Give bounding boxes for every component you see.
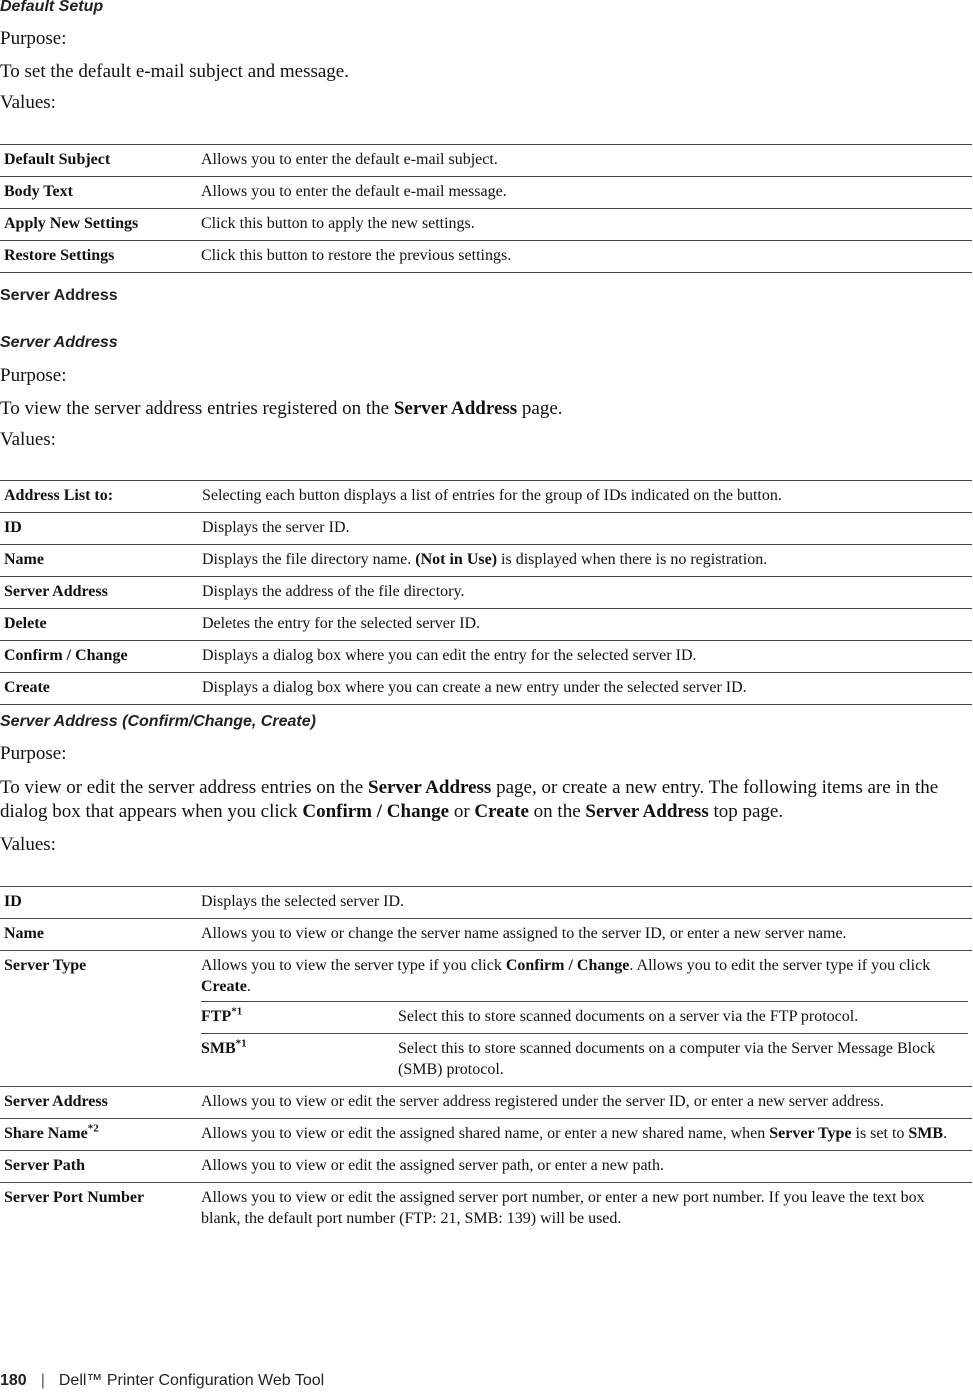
row-key: Server Address: [0, 577, 198, 609]
row-value: Selecting each button displays a list of entries for the group of IDs indicated on the button.: [198, 481, 972, 513]
server-address-edit-heading: Server Address (Confirm/Change, Create): [0, 713, 316, 730]
table-row: [0, 919, 972, 951]
row-key: Name: [0, 919, 197, 951]
page-number: 180: [0, 1372, 27, 1389]
table-row: [0, 577, 972, 609]
table-row: [0, 1151, 972, 1183]
table-row: [0, 951, 972, 1087]
page-footer: [0, 1372, 324, 1390]
row-value: Allows you to view or edit the server address registered under the server ID, or enter a new server address.: [197, 1087, 972, 1119]
row-value: Allows you to enter the default e-mail subject.: [197, 145, 972, 177]
row-value: Allows you to view or edit the assigned server path, or enter a new path.: [197, 1151, 972, 1183]
row-value: Deletes the entry for the selected server ID.: [198, 609, 972, 641]
row-key: Delete: [0, 609, 198, 641]
row-key: Default Subject: [0, 145, 197, 177]
values-label: Values:: [0, 834, 56, 855]
option-key: SMB$^{*1}$: [201, 1034, 398, 1087]
row-value: Allows you to enter the default e-mail message.: [197, 177, 972, 209]
values-label: Values:: [0, 429, 56, 450]
table-row: [0, 241, 972, 273]
default-setup-heading: Default Setup: [0, 0, 104, 15]
row-key: Share Name$^{*2}$: [0, 1119, 197, 1151]
option-row-ftp: [201, 1002, 968, 1034]
row-value: Allows you to view or edit the assigned server port number, or enter a new port number. If you leave the text box blank, the default port number (FTP: 21, SMB: 139) will be used.: [197, 1183, 972, 1236]
server-address-table: [0, 480, 972, 705]
row-key: Create: [0, 673, 198, 705]
row-value: Allows you to view or edit the assigned shared name, or enter a new shared name, when Server Type is set to SMB.: [197, 1119, 972, 1151]
row-value: Displays a dialog box where you can create a new entry under the selected server ID.: [198, 673, 972, 705]
table-row: [0, 1183, 972, 1236]
values-label: Values:: [0, 92, 56, 113]
purpose-label: Purpose:: [0, 365, 67, 386]
server-address-heading: Server Address: [0, 334, 118, 351]
row-key: Name: [0, 545, 198, 577]
table-row: [0, 1119, 972, 1151]
purpose-text: To view the server address entries registered on the Server Address page.: [0, 398, 563, 419]
table-row: [0, 1087, 972, 1119]
option-key: FTP$^{*1}$: [201, 1002, 398, 1034]
row-value: Displays a dialog box where you can edit the entry for the selected server ID.: [198, 641, 972, 673]
purpose-label: Purpose:: [0, 743, 67, 764]
default-setup-table: [0, 144, 972, 273]
purpose-text: To set the default e-mail subject and message.: [0, 61, 349, 82]
row-key: ID: [0, 513, 198, 545]
server-address-edit-table: [0, 886, 972, 1235]
purpose-text: To view or edit the server address entries on the Server Address page, or create a new entry. The following items are in the dialog box that appears when you click Confirm / Change or Create on the Server Address top page.: [0, 777, 939, 822]
row-value: Click this button to restore the previous settings.: [197, 241, 972, 273]
row-value: [197, 951, 972, 1087]
option-row-smb: [201, 1034, 968, 1087]
row-key: Restore Settings: [0, 241, 197, 273]
row-value: Displays the address of the file directory.: [198, 577, 972, 609]
server-type-description: Allows you to view the server type if you click Confirm / Change. Allows you to edit the server type if you click Create.: [201, 957, 931, 995]
row-key: Confirm / Change: [0, 641, 198, 673]
row-key: Server Path: [0, 1151, 197, 1183]
row-key: Server Address: [0, 1087, 197, 1119]
table-row: [0, 887, 972, 919]
purpose-label: Purpose:: [0, 28, 67, 49]
table-row: [0, 545, 972, 577]
option-value: Select this to store scanned documents on a computer via the Server Message Block (SMB) protocol.: [398, 1034, 968, 1087]
table-row: [0, 145, 972, 177]
table-row: [0, 177, 972, 209]
footer-title: Dell™ Printer Configuration Web Tool: [58, 1372, 325, 1389]
row-key: ID: [0, 887, 197, 919]
row-value: Click this button to apply the new settings.: [197, 209, 972, 241]
row-key: Body Text: [0, 177, 197, 209]
row-value: Displays the file directory name. (Not in Use) is displayed when there is no registration.: [198, 545, 972, 577]
row-value: Allows you to view or change the server name assigned to the server ID, or enter a new server name.: [197, 919, 972, 951]
table-row: [0, 673, 972, 705]
option-value: Select this to store scanned documents on a server via the FTP protocol.: [398, 1002, 968, 1034]
row-value: Displays the server ID.: [198, 513, 972, 545]
table-row: [0, 609, 972, 641]
table-row: [0, 513, 972, 545]
row-key: Address List to:: [0, 481, 198, 513]
table-row: [0, 481, 972, 513]
row-value: Displays the selected server ID.: [197, 887, 972, 919]
footer-separator: |: [40, 1372, 45, 1389]
row-key: Server Type: [0, 951, 197, 1087]
row-key: Apply New Settings: [0, 209, 197, 241]
section-title: Server Address: [0, 287, 118, 304]
table-row: [0, 209, 972, 241]
server-type-options: [201, 1001, 968, 1086]
row-key: Server Port Number: [0, 1183, 197, 1236]
table-row: [0, 641, 972, 673]
